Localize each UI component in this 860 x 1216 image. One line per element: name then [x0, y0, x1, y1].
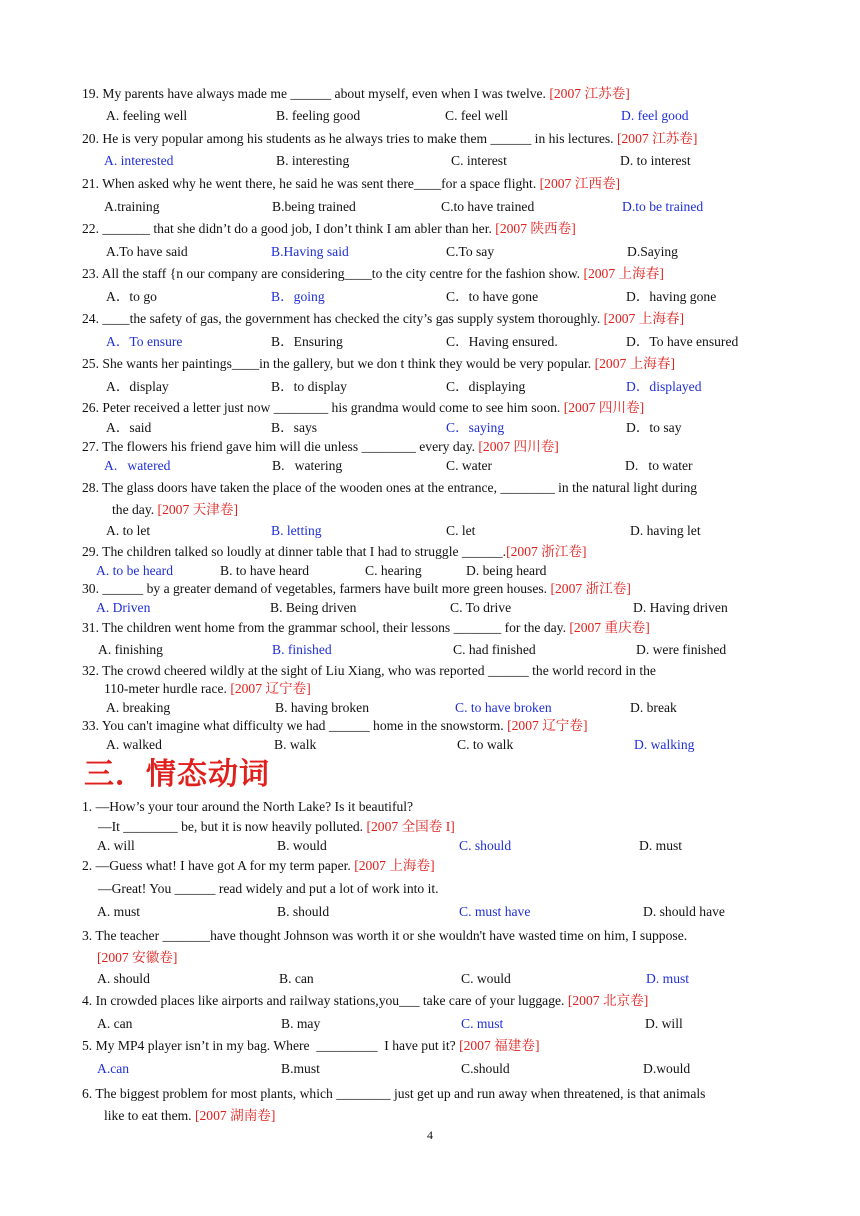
option-a-answer: A.can: [97, 1061, 130, 1076]
question-33: [82, 717, 782, 735]
question-source: [2007 全国卷 I]: [366, 819, 455, 834]
option-b: B. feeling good: [276, 108, 361, 123]
option-d-answer: D. must: [646, 971, 690, 986]
question-23: [82, 265, 782, 283]
option-a-answer: A. watered: [104, 458, 171, 473]
question-source: [2007 上海卷]: [354, 858, 435, 873]
option-c: C. feel well: [445, 108, 509, 123]
option-a: A．to go: [106, 289, 157, 304]
option-a: A．display: [106, 379, 169, 394]
option-a: A. feeling well: [106, 108, 188, 123]
question-source: [2007 江苏卷]: [616, 131, 698, 146]
option-b: B. may: [281, 1016, 321, 1031]
question-source: [2007 重庆卷]: [569, 620, 650, 635]
question-stem: 5. My MP4 player isn’t in my bag. Where _________ I have put it?: [82, 1038, 460, 1053]
page-number: 4: [427, 1128, 433, 1142]
question-source: [2007 湖南卷]: [194, 1108, 276, 1123]
question-stem-continued: 110-meter hurdle race.: [104, 681, 231, 696]
option-a: A.training: [104, 199, 160, 214]
option-b: B．to display: [271, 379, 347, 394]
option-a: A. breaking: [106, 700, 171, 715]
question-24: [82, 310, 782, 328]
option-b: B. interesting: [276, 153, 350, 168]
question-source: [2007 上海春]: [603, 311, 685, 326]
question-stem-continued: the day.: [112, 502, 158, 517]
option-d: D. were finished: [636, 642, 727, 657]
question-29: [82, 543, 782, 561]
option-c: C. hearing: [365, 563, 422, 578]
option-b: B. walk: [274, 737, 317, 752]
question-stem: 20. He is very popular among his students as he always tries to make them ______ in his lectures.: [82, 131, 617, 146]
option-c: C．to have gone: [446, 289, 539, 304]
question-stem: 26. Peter received a letter just now ________ his grandma would come to see him soon.: [82, 400, 564, 415]
question-source: [2007 江西卷]: [539, 176, 621, 191]
option-c-answer: C. to have broken: [455, 700, 552, 715]
option-c: C. To drive: [450, 600, 512, 615]
question-source: [2007 上海春]: [583, 266, 664, 281]
option-c-answer: C. must: [461, 1016, 504, 1031]
option-d: D.Saying: [627, 244, 678, 259]
question-source: [2007 北京卷]: [567, 993, 649, 1008]
option-b: B. watering: [272, 458, 343, 473]
question-stem: —It ________ be, but it is now heavily polluted.: [98, 819, 367, 834]
option-b: B.must: [281, 1061, 320, 1076]
option-a: A. will: [97, 838, 135, 853]
question-32: [82, 662, 782, 698]
modal-question-2-line1: [82, 857, 782, 875]
question-source: [2007 福建卷]: [459, 1038, 540, 1053]
option-d: D. to interest: [620, 153, 691, 168]
option-a-answer: A. Driven: [96, 600, 151, 615]
question-27: [82, 438, 782, 456]
question-stem: 22. _______ that she didn’t do a good job, I don’t think I am abler than her.: [82, 221, 496, 236]
question-stem: 28. The glass doors have taken the place of the wooden ones at the entrance, ________ in the natural light during: [82, 480, 698, 495]
question-source: [2007 四川卷]: [478, 439, 559, 454]
question-28: [82, 477, 782, 521]
option-a-answer: A. to be heard: [96, 563, 174, 578]
option-d: D. will: [645, 1016, 683, 1031]
question-22: [82, 220, 782, 238]
question-source: [2007 辽宁卷]: [507, 718, 588, 733]
question-20: [82, 130, 782, 148]
option-b-answer: B. finished: [272, 642, 332, 657]
option-b: B. to have heard: [220, 563, 310, 578]
option-c: C．displaying: [446, 379, 526, 394]
question-stem: 6. The biggest problem for most plants, which ________ just get up and run away when threatened, is that animals: [82, 1086, 706, 1101]
option-d-answer: D. feel good: [621, 108, 689, 123]
option-d: D. break: [630, 700, 677, 715]
option-a: A．said: [106, 420, 152, 435]
question-stem: 33. You can't imagine what difficulty we had ______ home in the snowstorm.: [82, 718, 508, 733]
option-a: A. should: [97, 971, 150, 986]
question-stem: 21. When asked why he went there, he said he was sent there____for a space flight.: [82, 176, 540, 191]
question-30: [82, 580, 782, 598]
question-stem: 2. —Guess what! I have got A for my term paper.: [82, 858, 355, 873]
option-a: A. to let: [106, 523, 151, 538]
question-source: [2007 上海春]: [594, 356, 675, 371]
question-source: [2007 辽宁卷]: [230, 681, 311, 696]
section-title: 三．情态动词: [84, 757, 270, 792]
option-c: C.to have trained: [441, 199, 535, 214]
option-d: D. having let: [630, 523, 701, 538]
question-stem: 31. The children went home from the grammar school, their lessons _______ for the day.: [82, 620, 570, 635]
option-c: C. interest: [451, 153, 507, 168]
modal-question-6: [82, 1083, 782, 1127]
option-d: D. Having driven: [633, 600, 728, 615]
option-c: C.To say: [446, 244, 495, 259]
option-b-answer: B．going: [271, 289, 325, 304]
question-stem-continued: like to eat them.: [104, 1108, 195, 1123]
option-c: C. water: [446, 458, 493, 473]
option-a: A. finishing: [98, 642, 163, 657]
option-c: C. let: [446, 523, 476, 538]
option-a: A. can: [97, 1016, 133, 1031]
option-d-answer: D. walking: [634, 737, 695, 752]
option-b-answer: B. letting: [271, 523, 322, 538]
option-b: B. would: [277, 838, 327, 853]
option-c: C. had finished: [453, 642, 536, 657]
modal-question-4: [82, 992, 782, 1010]
option-a: A. must: [97, 904, 141, 919]
option-d: D. to water: [625, 458, 693, 473]
question-source: [2007 四川卷]: [563, 400, 645, 415]
option-c: C. to walk: [457, 737, 514, 752]
question-stem: 23. All the staff {n our company are considering____to the city centre for the fashion show.: [82, 266, 584, 281]
question-25: [82, 355, 782, 373]
option-d: D.would: [643, 1061, 691, 1076]
question-stem: 27. The flowers his friend gave him will die unless ________ every day.: [82, 439, 479, 454]
option-b-answer: B.Having said: [271, 244, 349, 259]
option-c: C.should: [461, 1061, 510, 1076]
modal-question-1-line1: 1. —How’s your tour around the North Lake? Is it beautiful?: [82, 799, 414, 814]
option-c: C．Having ensured.: [446, 334, 558, 349]
question-source: [2007 天津卷]: [157, 502, 238, 517]
option-c: C. would: [461, 971, 511, 986]
question-source: [2007 江苏卷]: [549, 86, 630, 101]
option-d-answer: D．displayed: [626, 379, 702, 394]
modal-question-3: [82, 925, 782, 969]
question-stem: 30. ______ by a greater demand of vegetables, farmers have built more green houses.: [82, 581, 551, 596]
question-19: [82, 85, 782, 103]
question-26: [82, 399, 782, 417]
question-stem: 29. The children talked so loudly at dinner table that I had to struggle ______.: [82, 544, 507, 559]
option-a-answer: A. interested: [104, 153, 174, 168]
option-d: D. should have: [643, 904, 725, 919]
question-source: [2007 浙江卷]: [550, 581, 631, 596]
option-d: D. must: [639, 838, 683, 853]
question-stem: 25. She wants her paintings____in the gallery, but we don t think they would be very popular.: [82, 356, 595, 371]
question-stem: 19. My parents have always made me ______ about myself, even when I was twelve.: [82, 86, 550, 101]
option-c-answer: C．saying: [446, 420, 505, 435]
option-a-answer: A．To ensure: [106, 334, 183, 349]
question-stem: 32. The crowd cheered wildly at the sight of Liu Xiang, who was reported ______ the world record in the: [82, 663, 656, 678]
question-stem: 3. The teacher _______have thought Johnson was worth it or she wouldn't have wasted time on him, I suppose.: [82, 928, 688, 943]
option-b: B. can: [279, 971, 314, 986]
option-d: D．to say: [626, 420, 682, 435]
question-stem: 24. ____the safety of gas, the government has checked the city’s gas supply system thoroughly.: [82, 311, 604, 326]
option-b: B．says: [271, 420, 318, 435]
option-d-answer: D.to be trained: [622, 199, 704, 214]
question-source: [2007 浙江卷]: [506, 544, 587, 559]
option-b: B. should: [277, 904, 330, 919]
option-d: D. being heard: [466, 563, 547, 578]
option-a: A. walked: [106, 737, 162, 752]
modal-question-5: [82, 1037, 782, 1055]
modal-question-1-line2: [98, 818, 798, 836]
options-27: [104, 457, 693, 475]
option-b: B. having broken: [275, 700, 370, 715]
option-c-answer: C. should: [459, 838, 512, 853]
option-a: A.To have said: [106, 244, 188, 259]
option-b: B．Ensuring: [271, 334, 343, 349]
option-d: D．having gone: [626, 289, 717, 304]
question-21: [82, 175, 782, 193]
question-source: [2007 安徽卷]: [97, 950, 178, 965]
question-source: [2007 陕西卷]: [495, 221, 576, 236]
modal-question-2-line2: —Great! You ______ read widely and put a lot of work into it.: [98, 881, 439, 896]
question-stem: 4. In crowded places like airports and railway stations,you___ take care of your luggage.: [82, 993, 568, 1008]
option-d: D．To have ensured: [626, 334, 739, 349]
option-b: B. Being driven: [270, 600, 357, 615]
option-c-answer: C. must have: [459, 904, 531, 919]
option-b: B.being trained: [272, 199, 356, 214]
question-31: [82, 619, 782, 637]
